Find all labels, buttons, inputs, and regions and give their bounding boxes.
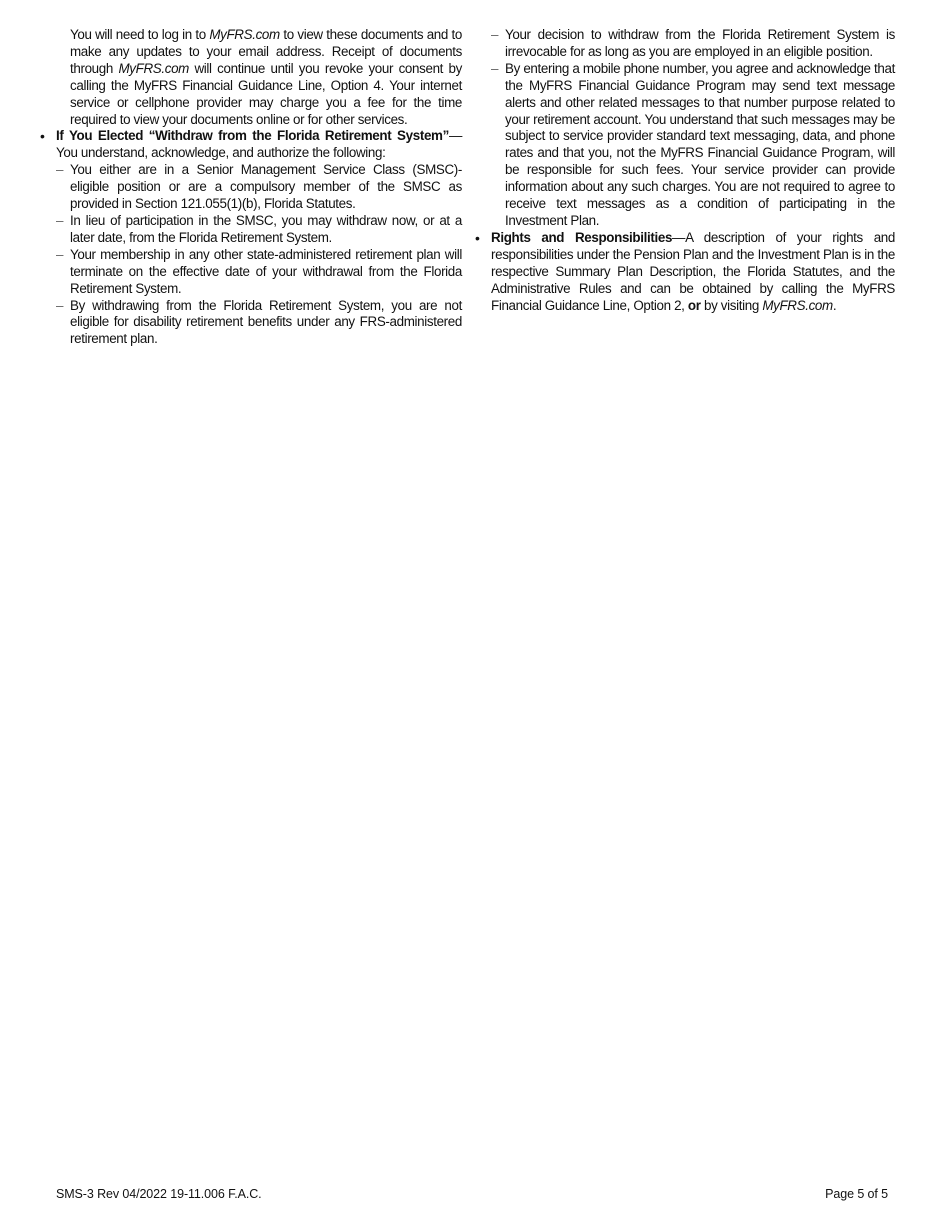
withdraw-item-text: By withdrawing from the Florida Retirement System, you are not eligible for disability retirement benefits under any FRS-administered retirement plan. xyxy=(70,297,462,347)
withdraw-item xyxy=(40,247,462,298)
text-run: . xyxy=(832,297,837,313)
rights-heading: Rights and Responsibilities xyxy=(491,229,673,245)
right-column xyxy=(475,27,895,314)
myfrs-site-reference: MyFRS.com xyxy=(762,297,833,313)
bullet-marker: • xyxy=(475,229,480,246)
dash-marker: – xyxy=(56,246,64,262)
bullet-marker: • xyxy=(40,128,45,145)
myfrs-site-reference: MyFRS.com xyxy=(118,60,189,76)
email-consent-paragraph xyxy=(40,27,462,128)
withdraw-heading: If You Elected “Withdraw from the Florida Retirement System” xyxy=(56,128,449,144)
text-run: You will need to log in to xyxy=(70,27,210,42)
left-column xyxy=(40,27,462,348)
form-id-footer: SMS-3 Rev 04/2022 19-11.006 F.A.C. xyxy=(56,1187,262,1201)
withdraw-item xyxy=(40,213,462,247)
text-run: by visiting xyxy=(700,297,763,313)
text-run: will continue until you revoke your consent by calling the MyFRS Financial Guidance Line, Option 4. Your internet service or cellphone provider may charge you a fee for the time required to view your documents online or for other services. xyxy=(70,60,462,127)
dash-marker: – xyxy=(56,212,64,228)
withdraw-item xyxy=(40,162,462,213)
text-messaging-item xyxy=(475,61,895,230)
withdraw-bullet xyxy=(40,128,462,162)
dash-marker: – xyxy=(491,27,499,42)
withdraw-item xyxy=(40,298,462,349)
rights-bullet xyxy=(475,230,895,315)
dash-marker: – xyxy=(56,162,64,178)
myfrs-site-reference: MyFRS.com xyxy=(209,27,280,42)
withdraw-item-text: In lieu of participation in the SMSC, you may withdraw now, or at a later date, from the Florida Retirement System. xyxy=(70,212,462,245)
rights-bullet-text xyxy=(491,230,895,315)
withdraw-item-text: Your decision to withdraw from the Florida Retirement System is irrevocable for as long as you are employed in an eligible position. xyxy=(505,27,895,59)
withdraw-bullet-text xyxy=(56,128,462,162)
withdraw-item-text: Your membership in any other state-administered retirement plan will terminate on the effective date of your withdrawal from the Florida Retirement System. xyxy=(70,246,462,296)
withdraw-item-text: You either are in a Senior Management Service Class (SMSC)-eligible position or are a compulsory member of the SMSC as provided in Section 121.055(1)(b), Florida Statutes. xyxy=(70,162,462,212)
withdraw-item xyxy=(475,27,895,61)
text-run: — You understand, acknowledge, and authorize the following: xyxy=(56,128,462,161)
dash-marker: – xyxy=(56,297,64,313)
dash-marker: – xyxy=(491,60,499,76)
page-number-footer: Page 5 of 5 xyxy=(825,1187,888,1201)
text-messaging-item-text: By entering a mobile phone number, you agree and acknowledge that the MyFRS Financial Guidance Program may send text message alerts and other related messages to that number purpose related to your retirement account. You understand that such messages may be subject to service provider standard text messaging, data, and phone rates and that you, not the MyFRS Financial Guidance Program, will be responsible for such fees. Your service provider can provide information about any such charges. You are not required to agree to receive text messages as a condition of participating in the Investment Plan. xyxy=(505,60,895,228)
text-run: —A description of your rights and responsibilities under the Pension Plan and the Investment Plan is in the respective Summary Plan Description, the Florida Statutes, and the Administrative Rules and can be obtained by calling the MyFRS Financial Guidance Line, Option 2, xyxy=(491,229,895,313)
or-emphasis: or xyxy=(687,297,701,313)
text-run: to view these documents and to make any updates to your email address. Receipt of documents through xyxy=(70,27,462,76)
